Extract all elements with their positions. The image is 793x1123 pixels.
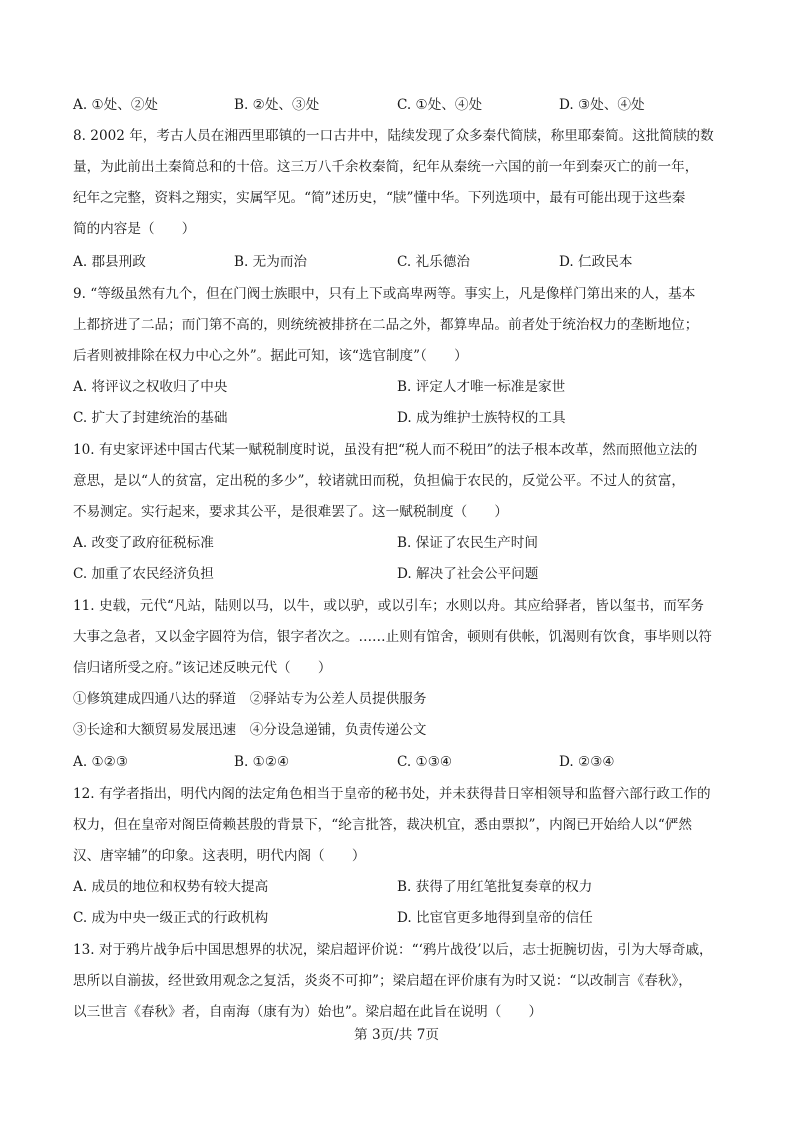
q11-stem-line: 大事之急者，又以金字圆符为信，银字者次之。……止则有馆舍，顿则有供帐，饥渴则有饮食，事毕则以符 (73, 629, 712, 645)
q13-stem-line: 思所以自湔拔，经世致用观念之复活，炎炎不可抑”；梁启超在评价康有为时又说：“以改制言《春秋》， (73, 973, 692, 989)
q11-stem-line: 信归诸所受之府。”该记述反映元代（ ） (73, 660, 332, 676)
q8-stem-line: 简的内容是（ ） (73, 221, 196, 237)
q9-stem-line: 9. “等级虽然有九个，但在门阀士族眼中，只有上下或高卑两等。事实上，凡是像样门第出来的人，基本 (73, 286, 696, 302)
q9-stem-line: 上都挤进了二品；而门第不高的，则统统被排挤在二品之外，都算卑品。前者处于统治权力的垄断地位； (73, 317, 699, 333)
q11-option-c: C. ①③④ (397, 754, 453, 770)
q7-option-a: A. ①处、②处 (73, 97, 159, 113)
q11-item-line: ①修筑建成四通八达的驿道 ②驿站专为公差人员提供服务 (73, 691, 427, 707)
q8-stem-line: 纪年之完整，资料之翔实，实属罕见。“简”述历史，“牍”懂中华。下列选项中，最有可能出现于这些秦 (73, 190, 686, 206)
q8-stem-line: 8. 2002 年，考古人员在湘西里耶镇的一口古井中，陆续发现了众多秦代简牍，称里耶秦简。这批简牍的数 (73, 128, 714, 144)
q12-stem-line: 权力，但在皇帝对阁臣倚赖甚殷的背景下，“纶言批答，裁决机宜，悉由票拟”，内阁已开始给人以“俨然 (73, 817, 692, 833)
q13-stem-line: 以三世言《春秋》者，自南海（康有为）始也”。梁启超在此旨在说明（ ） (73, 1004, 543, 1020)
q8-option-b: B. 无为而治 (234, 254, 308, 270)
q7-option-c: C. ①处、④处 (397, 97, 483, 113)
q8-option-c: C. 礼乐德治 (397, 254, 470, 270)
q9-option-d: D. 成为维护士族特权的工具 (397, 410, 566, 426)
q10-stem-line: 意思，是以“人的贫富，定出税的多少”，较诸就田而税，负担偏于农民的，反觉公平。不过人的贫富， (73, 473, 686, 489)
q12-option-d: D. 比宦官更多地得到皇帝的信任 (397, 910, 593, 926)
q12-option-c: C. 成为中央一级正式的行政机构 (73, 910, 269, 926)
q7-option-b: B. ②处、③处 (234, 97, 320, 113)
q10-stem-line: 不易测定。实行起来，要求其公平，是很难罢了。这一赋税制度（ ） (73, 504, 508, 520)
q10-option-a: A. 改变了政府征税标准 (73, 535, 214, 551)
q10-stem-line: 10. 有史家评述中国古代某一赋税制度时说，虽没有把“税人而不税田”的法子根本改革，然而照他立法的 (73, 442, 698, 458)
q11-option-a: A. ①②③ (73, 754, 129, 770)
page-number-footer: 第 3页/共 7页 (354, 1027, 439, 1043)
q7-option-d: D. ③处、④处 (559, 97, 645, 113)
q9-option-a: A. 将评议之权收归了中央 (73, 379, 228, 395)
q12-option-a: A. 成员的地位和权势有较大提高 (73, 879, 269, 895)
q12-stem-line: 汉、唐宰辅”的印象。这表明，明代内阁（ ） (73, 848, 366, 864)
q10-option-c: C. 加重了农民经济负担 (73, 566, 214, 582)
q9-option-b: B. 评定人才唯一标准是家世 (397, 379, 566, 395)
q10-option-d: D. 解决了社会公平问题 (397, 566, 539, 582)
q9-option-c: C. 扩大了封建统治的基础 (73, 410, 228, 426)
q11-option-d: D. ②③④ (559, 754, 615, 770)
q8-stem-line: 量，为此前出土秦简总和的十倍。这三万八千余枚秦简，纪年从秦统一六国的前一年到秦灭亡的前一年， (73, 159, 699, 175)
q9-stem-line: 后者则被排除在权力中心之外”。据此可知，该“选官制度”（ ） (73, 348, 468, 364)
q12-stem-line: 12. 有学者指出，明代内阁的法定角色相当于皇帝的秘书处，并未获得昔日宰相领导和监督六部行政工作的 (73, 786, 711, 802)
q11-item-line: ③长途和大额贸易发展迅速 ④分设急递铺，负责传递公文 (73, 722, 427, 738)
q10-option-b: B. 保证了农民生产时间 (397, 535, 538, 551)
q12-option-b: B. 获得了用红笔批复奏章的权力 (397, 879, 593, 895)
q13-stem-line: 13. 对于鸦片战争后中国思想界的状况，梁启超评价说：“‘鸦片战役’以后，志士扼腕切齿，引为大辱奇戚， (73, 942, 713, 958)
q11-stem-line: 11. 史载，元代“凡站，陆则以马，以牛，或以驴，或以引车；水则以舟。其应给驿者，皆以玺书，而军务 (73, 598, 705, 614)
q8-option-d: D. 仁政民本 (559, 254, 633, 270)
q8-option-a: A. 郡县刑政 (73, 254, 146, 270)
q11-option-b: B. ①②④ (234, 754, 290, 770)
